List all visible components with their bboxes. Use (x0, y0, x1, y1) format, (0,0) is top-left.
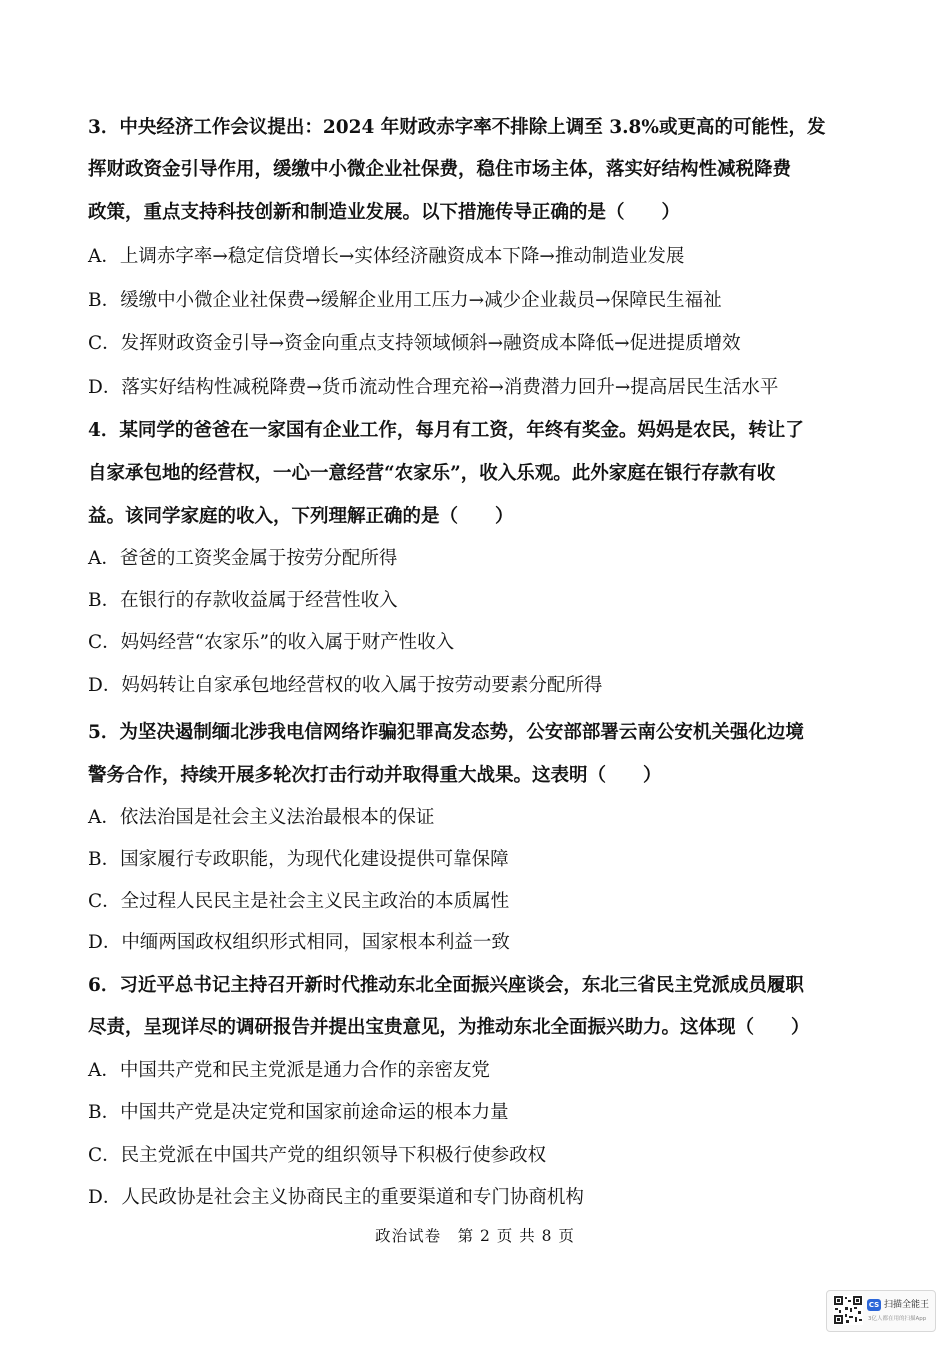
q4-stem-line-2: 自家承包地的经营权，一心一意经营“农家乐”，收入乐观。此外家庭在银行存款有收 (88, 463, 776, 484)
q4-option-b: B．在银行的存款收益属于经营性收入 (88, 590, 398, 611)
scanner-watermark (826, 1290, 936, 1332)
cs-badge: CS (868, 1301, 880, 1309)
q3-stem-line-2: 挥财政资金引导作用，缓缴中小微企业社保费，稳住市场主体，落实好结构性减税降费 (88, 159, 792, 180)
q6-option-c: C．民主党派在中国共产党的组织领导下积极行使参政权 (88, 1145, 547, 1166)
q6-option-d: D．人民政协是社会主义协商民主的重要渠道和专门协商机构 (88, 1187, 584, 1208)
q4-stem-line-1: 4．某同学的爸爸在一家国有企业工作，每月有工资，年终有奖金。妈妈是农民，转让了 (88, 420, 804, 441)
q5-option-b: B．国家履行专政职能，为现代化建设提供可靠保障 (88, 849, 509, 870)
q4-stem-line-3: 益。该同学家庭的收入，下列理解正确的是（ ） (88, 506, 514, 527)
q3-option-d: D．落实好结构性减税降费→货币流动性合理充裕→消费潜力回升→提高居民生活水平 (88, 377, 779, 398)
q3-option-c: C．发挥财政资金引导→资金向重点支持领域倾斜→融资成本降低→促进提质增效 (88, 333, 741, 354)
q4-option-d: D．妈妈转让自家承包地经营权的收入属于按劳动要素分配所得 (88, 675, 603, 696)
q5-stem-line-1: 5．为坚决遏制缅北涉我电信网络诈骗犯罪高发态势，公安部部署云南公安机关强化边境 (88, 722, 804, 743)
page-footer: 政治试卷 第 2 页 共 8 页 (375, 1227, 575, 1245)
q4-option-a: A．爸爸的工资奖金属于按劳分配所得 (88, 548, 398, 569)
q6-option-b: B．中国共产党是决定党和国家前途命运的根本力量 (88, 1102, 509, 1123)
q3-option-a: A．上调赤字率→稳定信贷增长→实体经济融资成本下降→推动制造业发展 (88, 246, 685, 267)
q3-stem-line-1: 3．中央经济工作会议提出：2024 年财政赤字率不排除上调至 3.8%或更高的可能性，发 (88, 117, 826, 138)
q5-option-c: C．全过程人民民主是社会主义民主政治的本质属性 (88, 891, 510, 912)
q5-stem-line-2: 警务合作，持续开展多轮次打击行动并取得重大战果。这表明（ ） (88, 765, 662, 786)
q6-stem-line-1: 6．习近平总书记主持召开新时代推动东北全面振兴座谈会，东北三省民主党派成员履职 (88, 975, 804, 996)
q3-stem-line-3: 政策，重点支持科技创新和制造业发展。以下措施传导正确的是（ ） (88, 202, 681, 223)
q5-option-d: D．中缅两国政权组织形式相同，国家根本利益一致 (88, 932, 510, 953)
watermark-subtitle: 3亿人都在用的扫描App (868, 1316, 927, 1322)
q3-option-b: B．缓缴中小微企业社保费→缓解企业用工压力→减少企业裁员→保障民生福祉 (88, 290, 722, 311)
watermark-title: 扫描全能王 (884, 1300, 930, 1310)
q6-option-a: A．中国共产党和民主党派是通力合作的亲密友党 (88, 1060, 490, 1081)
q6-stem-line-2: 尽责，呈现详尽的调研报告并提出宝贵意见，为推动东北全面振兴助力。这体现（ ） (88, 1017, 810, 1038)
q5-option-a: A．依法治国是社会主义法治最根本的保证 (88, 807, 435, 828)
qr-code-icon (833, 1295, 863, 1325)
q4-option-c: C．妈妈经营“农家乐”的收入属于财产性收入 (88, 632, 455, 653)
